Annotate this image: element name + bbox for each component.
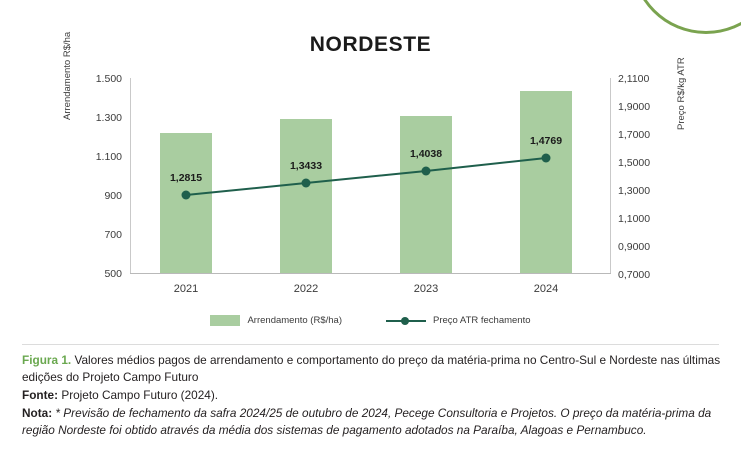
y-tick-left: 1.100 bbox=[95, 151, 122, 163]
legend-line-label: Preço ATR fechamento bbox=[433, 315, 531, 326]
y-axis-right bbox=[610, 78, 611, 273]
y-tick-left: 1.300 bbox=[95, 112, 122, 124]
x-tick-2021: 2021 bbox=[173, 283, 199, 295]
y-tick-right: 1,7000 bbox=[618, 129, 651, 141]
figure-caption bbox=[22, 352, 722, 440]
caption-divider bbox=[22, 344, 719, 345]
legend-bar-swatch bbox=[210, 315, 240, 326]
caption-note-text: * Previsão de fechamento da safra 2024/25 de outubro de 2024, Pecege Consultoria e Projetos. O preço da matéria-prima da região Nordeste foi obtido através da média dos sistemas de pagamento adotados na Paraíba, Alagoas e Pernambuco. bbox=[22, 406, 712, 438]
point-label-2024: 1,4769 bbox=[529, 135, 563, 147]
legend-item-arrendamento bbox=[210, 315, 342, 326]
y-tick-right: 1,3000 bbox=[618, 185, 651, 197]
caption-note-label: Nota: bbox=[22, 406, 53, 421]
x-tick-2024: 2024 bbox=[533, 283, 559, 295]
caption-source-line bbox=[22, 387, 722, 404]
caption-figure-line bbox=[22, 352, 722, 386]
y-tick-left: 700 bbox=[104, 229, 122, 241]
x-axis bbox=[130, 273, 611, 274]
caption-source-text: Projeto Campo Futuro (2024). bbox=[58, 388, 219, 403]
point-label-2023: 1,4038 bbox=[409, 148, 443, 160]
point-label-2021: 1,2815 bbox=[169, 172, 203, 184]
caption-source-label: Fonte: bbox=[22, 388, 59, 403]
y-tick-right: 0,9000 bbox=[618, 241, 651, 253]
caption-figure-text: Valores médios pagos de arrendamento e comportamento do preço da matéria-prima no Centro-Sul e Nordeste nas últimas edições do Projeto Campo Futuro bbox=[22, 353, 721, 385]
y-tick-left: 900 bbox=[104, 190, 122, 202]
y-axis-right-label: Preço R$/kg ATR bbox=[676, 57, 687, 130]
legend-line-swatch bbox=[386, 315, 426, 326]
chart-legend bbox=[0, 315, 741, 326]
legend-item-preco-atr bbox=[386, 315, 531, 326]
y-tick-right: 1,9000 bbox=[618, 101, 651, 113]
point-label-2022: 1,3433 bbox=[289, 160, 323, 172]
legend-bar-label: Arrendamento (R$/ha) bbox=[247, 315, 342, 326]
y-tick-right: 0,7000 bbox=[618, 269, 651, 281]
caption-note-line bbox=[22, 405, 722, 439]
chart-title: NORDESTE bbox=[309, 33, 432, 56]
caption-figure-label: Figura 1. bbox=[22, 353, 72, 367]
y-tick-right: 2,1100 bbox=[618, 73, 650, 85]
y-axis-left-label: Arrendamento R$/ha bbox=[62, 31, 73, 120]
y-tick-left: 1.500 bbox=[95, 73, 122, 85]
x-tick-2022: 2022 bbox=[293, 283, 319, 295]
y-tick-left: 500 bbox=[104, 268, 122, 280]
y-tick-right: 1,1000 bbox=[618, 213, 651, 225]
x-tick-2023: 2023 bbox=[413, 283, 439, 295]
y-tick-right: 1,5000 bbox=[618, 157, 651, 169]
